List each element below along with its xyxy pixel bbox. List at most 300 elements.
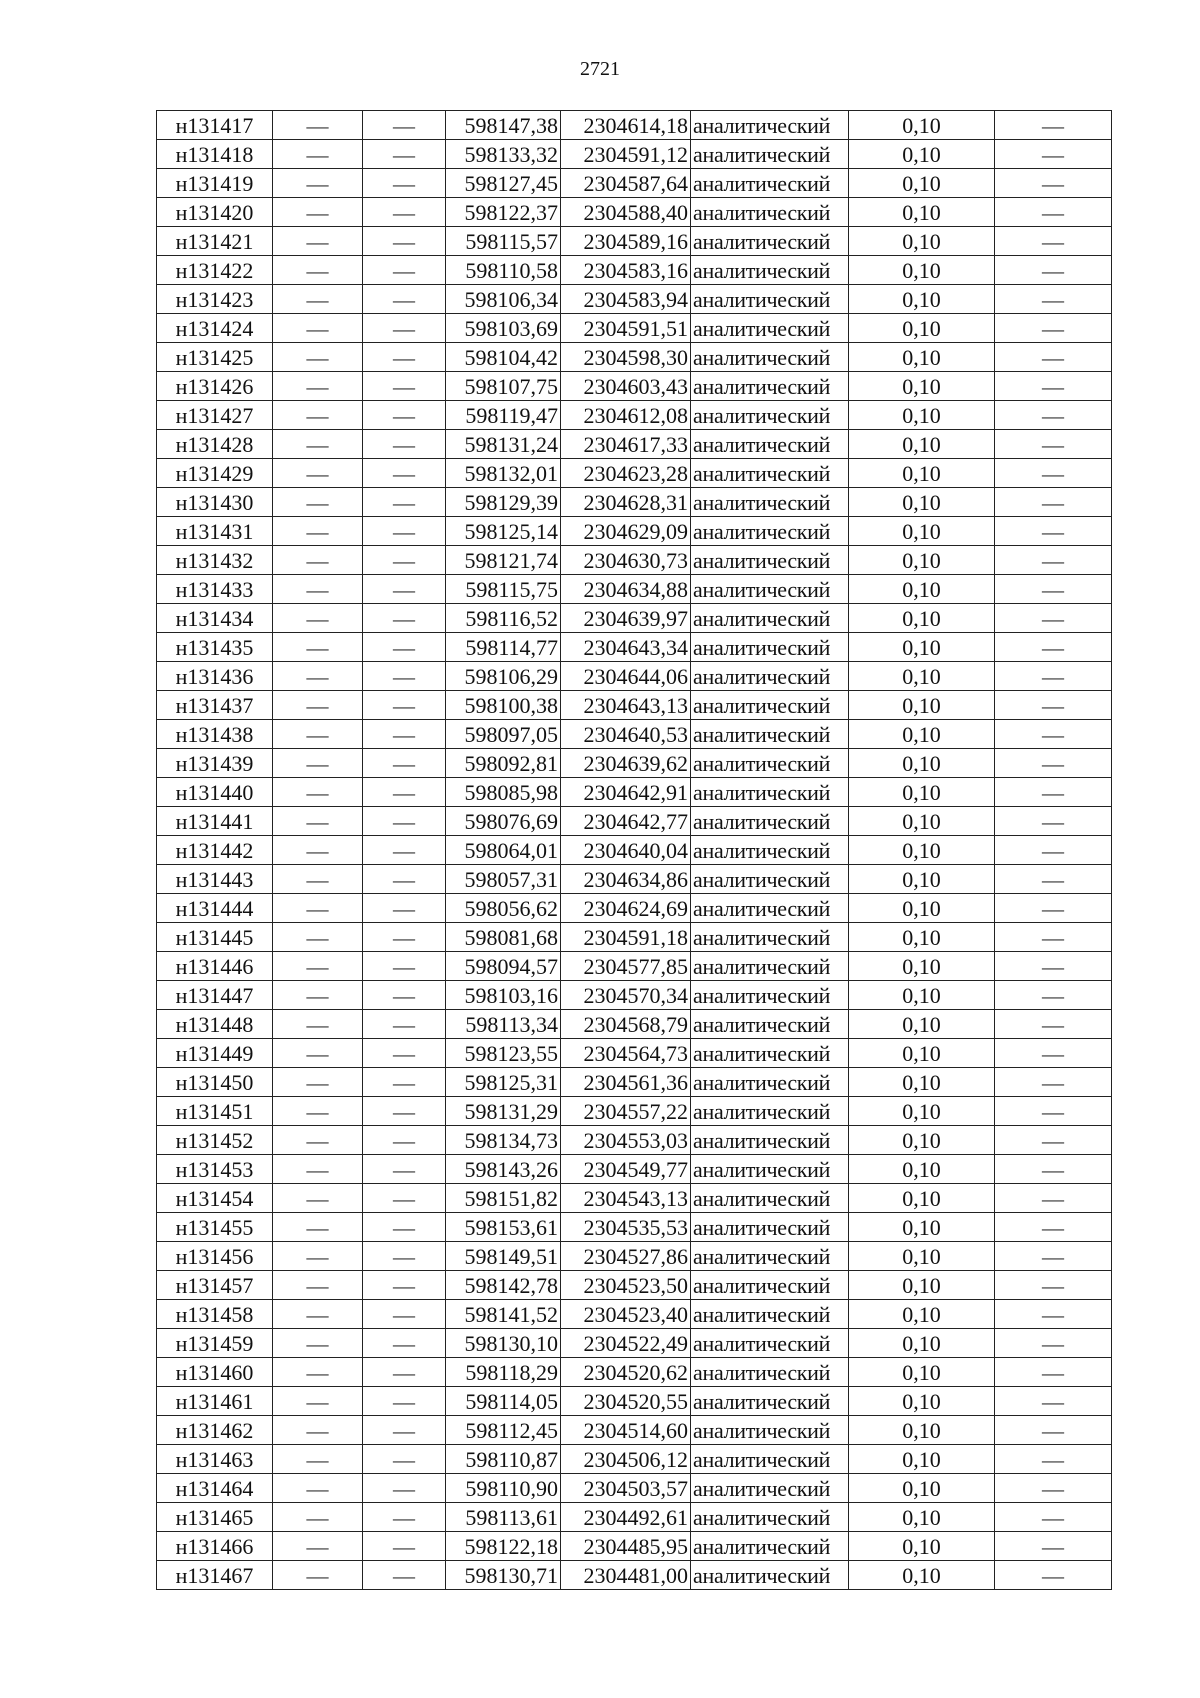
dash-cell: — <box>363 1213 446 1242</box>
method-cell: аналитический <box>691 1561 849 1590</box>
dash-cell: — <box>273 459 363 488</box>
dash-cell: — <box>273 691 363 720</box>
dash-cell: — <box>273 1068 363 1097</box>
dash-cell: — <box>363 1155 446 1184</box>
dash-cell: — <box>363 140 446 169</box>
dash-cell: — <box>273 1271 363 1300</box>
y-coordinate-cell: 2304503,57 <box>561 1474 691 1503</box>
dash-cell: — <box>363 314 446 343</box>
point-id-cell: н131435 <box>157 633 273 662</box>
dash-cell: — <box>273 1358 363 1387</box>
accuracy-cell: 0,10 <box>849 836 995 865</box>
y-coordinate-cell: 2304644,06 <box>561 662 691 691</box>
table-row <box>157 778 1112 807</box>
dash-cell: — <box>273 1184 363 1213</box>
table-row <box>157 430 1112 459</box>
dash-cell: — <box>273 749 363 778</box>
y-coordinate-cell: 2304561,36 <box>561 1068 691 1097</box>
dash-cell: — <box>273 227 363 256</box>
method-cell: аналитический <box>691 1213 849 1242</box>
table-row <box>157 1155 1112 1184</box>
x-coordinate-cell: 598104,42 <box>446 343 561 372</box>
table-row <box>157 198 1112 227</box>
dash-cell: — <box>363 981 446 1010</box>
y-coordinate-cell: 2304591,18 <box>561 923 691 952</box>
x-coordinate-cell: 598121,74 <box>446 546 561 575</box>
dash-cell: — <box>273 720 363 749</box>
dash-cell: — <box>363 836 446 865</box>
accuracy-cell: 0,10 <box>849 720 995 749</box>
accuracy-cell: 0,10 <box>849 1010 995 1039</box>
dash-cell: — <box>363 227 446 256</box>
method-cell: аналитический <box>691 633 849 662</box>
x-coordinate-cell: 598125,31 <box>446 1068 561 1097</box>
dash-cell: — <box>273 836 363 865</box>
dash-cell: — <box>273 314 363 343</box>
dash-cell: — <box>995 1068 1112 1097</box>
point-id-cell: н131463 <box>157 1445 273 1474</box>
dash-cell: — <box>363 952 446 981</box>
method-cell: аналитический <box>691 459 849 488</box>
accuracy-cell: 0,10 <box>849 1532 995 1561</box>
point-id-cell: н131456 <box>157 1242 273 1271</box>
method-cell: аналитический <box>691 1184 849 1213</box>
x-coordinate-cell: 598133,32 <box>446 140 561 169</box>
method-cell: аналитический <box>691 169 849 198</box>
dash-cell: — <box>995 1213 1112 1242</box>
method-cell: аналитический <box>691 1271 849 1300</box>
x-coordinate-cell: 598113,34 <box>446 1010 561 1039</box>
table-row <box>157 633 1112 662</box>
x-coordinate-cell: 598094,57 <box>446 952 561 981</box>
point-id-cell: н131422 <box>157 256 273 285</box>
y-coordinate-cell: 2304591,12 <box>561 140 691 169</box>
y-coordinate-cell: 2304520,62 <box>561 1358 691 1387</box>
accuracy-cell: 0,10 <box>849 807 995 836</box>
method-cell: аналитический <box>691 198 849 227</box>
method-cell: аналитический <box>691 256 849 285</box>
dash-cell: — <box>363 1329 446 1358</box>
dash-cell: — <box>995 662 1112 691</box>
x-coordinate-cell: 598112,45 <box>446 1416 561 1445</box>
dash-cell: — <box>363 1039 446 1068</box>
point-id-cell: н131442 <box>157 836 273 865</box>
x-coordinate-cell: 598142,78 <box>446 1271 561 1300</box>
table-row <box>157 256 1112 285</box>
dash-cell: — <box>995 1126 1112 1155</box>
dash-cell: — <box>363 198 446 227</box>
method-cell: аналитический <box>691 1068 849 1097</box>
dash-cell: — <box>995 1474 1112 1503</box>
dash-cell: — <box>363 401 446 430</box>
method-cell: аналитический <box>691 575 849 604</box>
table-row <box>157 227 1112 256</box>
point-id-cell: н131434 <box>157 604 273 633</box>
x-coordinate-cell: 598153,61 <box>446 1213 561 1242</box>
dash-cell: — <box>363 1242 446 1271</box>
dash-cell: — <box>363 691 446 720</box>
accuracy-cell: 0,10 <box>849 1329 995 1358</box>
point-id-cell: н131467 <box>157 1561 273 1590</box>
dash-cell: — <box>995 1387 1112 1416</box>
point-id-cell: н131449 <box>157 1039 273 1068</box>
dash-cell: — <box>995 807 1112 836</box>
method-cell: аналитический <box>691 662 849 691</box>
point-id-cell: н131452 <box>157 1126 273 1155</box>
method-cell: аналитический <box>691 981 849 1010</box>
point-id-cell: н131440 <box>157 778 273 807</box>
y-coordinate-cell: 2304642,91 <box>561 778 691 807</box>
accuracy-cell: 0,10 <box>849 749 995 778</box>
dash-cell: — <box>273 1213 363 1242</box>
method-cell: аналитический <box>691 1155 849 1184</box>
method-cell: аналитический <box>691 749 849 778</box>
dash-cell: — <box>995 111 1112 140</box>
method-cell: аналитический <box>691 1532 849 1561</box>
x-coordinate-cell: 598107,75 <box>446 372 561 401</box>
point-id-cell: н131458 <box>157 1300 273 1329</box>
y-coordinate-cell: 2304583,94 <box>561 285 691 314</box>
dash-cell: — <box>995 923 1112 952</box>
accuracy-cell: 0,10 <box>849 662 995 691</box>
dash-cell: — <box>995 401 1112 430</box>
x-coordinate-cell: 598103,16 <box>446 981 561 1010</box>
method-cell: аналитический <box>691 720 849 749</box>
dash-cell: — <box>273 1445 363 1474</box>
dash-cell: — <box>995 285 1112 314</box>
y-coordinate-cell: 2304523,50 <box>561 1271 691 1300</box>
accuracy-cell: 0,10 <box>849 604 995 633</box>
method-cell: аналитический <box>691 140 849 169</box>
dash-cell: — <box>273 1532 363 1561</box>
dash-cell: — <box>995 256 1112 285</box>
method-cell: аналитический <box>691 401 849 430</box>
point-id-cell: н131423 <box>157 285 273 314</box>
accuracy-cell: 0,10 <box>849 575 995 604</box>
y-coordinate-cell: 2304612,08 <box>561 401 691 430</box>
x-coordinate-cell: 598110,87 <box>446 1445 561 1474</box>
table-row <box>157 140 1112 169</box>
accuracy-cell: 0,10 <box>849 401 995 430</box>
dash-cell: — <box>995 633 1112 662</box>
table-row <box>157 1532 1112 1561</box>
x-coordinate-cell: 598056,62 <box>446 894 561 923</box>
dash-cell: — <box>273 1474 363 1503</box>
y-coordinate-cell: 2304614,18 <box>561 111 691 140</box>
dash-cell: — <box>995 1445 1112 1474</box>
dash-cell: — <box>273 1242 363 1271</box>
dash-cell: — <box>273 807 363 836</box>
dash-cell: — <box>273 343 363 372</box>
accuracy-cell: 0,10 <box>849 111 995 140</box>
point-id-cell: н131425 <box>157 343 273 372</box>
point-id-cell: н131441 <box>157 807 273 836</box>
y-coordinate-cell: 2304520,55 <box>561 1387 691 1416</box>
table-row <box>157 807 1112 836</box>
x-coordinate-cell: 598116,52 <box>446 604 561 633</box>
point-id-cell: н131437 <box>157 691 273 720</box>
point-id-cell: н131466 <box>157 1532 273 1561</box>
dash-cell: — <box>273 633 363 662</box>
table-row <box>157 952 1112 981</box>
y-coordinate-cell: 2304577,85 <box>561 952 691 981</box>
point-id-cell: н131426 <box>157 372 273 401</box>
x-coordinate-cell: 598129,39 <box>446 488 561 517</box>
table-body <box>157 111 1112 1590</box>
point-id-cell: н131451 <box>157 1097 273 1126</box>
table-row <box>157 836 1112 865</box>
y-coordinate-cell: 2304492,61 <box>561 1503 691 1532</box>
accuracy-cell: 0,10 <box>849 1126 995 1155</box>
dash-cell: — <box>363 575 446 604</box>
table-row <box>157 546 1112 575</box>
accuracy-cell: 0,10 <box>849 1358 995 1387</box>
point-id-cell: н131438 <box>157 720 273 749</box>
dash-cell: — <box>995 1561 1112 1590</box>
dash-cell: — <box>363 662 446 691</box>
x-coordinate-cell: 598092,81 <box>446 749 561 778</box>
accuracy-cell: 0,10 <box>849 1561 995 1590</box>
point-id-cell: н131432 <box>157 546 273 575</box>
x-coordinate-cell: 598127,45 <box>446 169 561 198</box>
dash-cell: — <box>363 517 446 546</box>
x-coordinate-cell: 598122,37 <box>446 198 561 227</box>
accuracy-cell: 0,10 <box>849 865 995 894</box>
dash-cell: — <box>363 1126 446 1155</box>
point-id-cell: н131445 <box>157 923 273 952</box>
table-row <box>157 1184 1112 1213</box>
dash-cell: — <box>273 1097 363 1126</box>
y-coordinate-cell: 2304543,13 <box>561 1184 691 1213</box>
y-coordinate-cell: 2304564,73 <box>561 1039 691 1068</box>
y-coordinate-cell: 2304634,88 <box>561 575 691 604</box>
dash-cell: — <box>995 952 1112 981</box>
method-cell: аналитический <box>691 517 849 546</box>
dash-cell: — <box>995 140 1112 169</box>
table-row <box>157 662 1112 691</box>
table-row <box>157 1416 1112 1445</box>
y-coordinate-cell: 2304634,86 <box>561 865 691 894</box>
point-id-cell: н131417 <box>157 111 273 140</box>
y-coordinate-cell: 2304553,03 <box>561 1126 691 1155</box>
dash-cell: — <box>995 836 1112 865</box>
accuracy-cell: 0,10 <box>849 430 995 459</box>
dash-cell: — <box>995 604 1112 633</box>
point-id-cell: н131443 <box>157 865 273 894</box>
table-row <box>157 1126 1112 1155</box>
dash-cell: — <box>363 749 446 778</box>
y-coordinate-cell: 2304643,34 <box>561 633 691 662</box>
method-cell: аналитический <box>691 227 849 256</box>
table-row <box>157 575 1112 604</box>
dash-cell: — <box>363 807 446 836</box>
point-id-cell: н131429 <box>157 459 273 488</box>
accuracy-cell: 0,10 <box>849 778 995 807</box>
point-id-cell: н131457 <box>157 1271 273 1300</box>
method-cell: аналитический <box>691 604 849 633</box>
accuracy-cell: 0,10 <box>849 372 995 401</box>
y-coordinate-cell: 2304523,40 <box>561 1300 691 1329</box>
dash-cell: — <box>995 894 1112 923</box>
point-id-cell: н131462 <box>157 1416 273 1445</box>
accuracy-cell: 0,10 <box>849 1097 995 1126</box>
y-coordinate-cell: 2304549,77 <box>561 1155 691 1184</box>
dash-cell: — <box>995 314 1112 343</box>
dash-cell: — <box>363 459 446 488</box>
accuracy-cell: 0,10 <box>849 1300 995 1329</box>
x-coordinate-cell: 598141,52 <box>446 1300 561 1329</box>
table-row <box>157 372 1112 401</box>
accuracy-cell: 0,10 <box>849 517 995 546</box>
x-coordinate-cell: 598122,18 <box>446 1532 561 1561</box>
point-id-cell: н131461 <box>157 1387 273 1416</box>
method-cell: аналитический <box>691 1445 849 1474</box>
y-coordinate-cell: 2304583,16 <box>561 256 691 285</box>
dash-cell: — <box>363 1271 446 1300</box>
dash-cell: — <box>273 1155 363 1184</box>
point-id-cell: н131419 <box>157 169 273 198</box>
dash-cell: — <box>273 1561 363 1590</box>
point-id-cell: н131427 <box>157 401 273 430</box>
point-id-cell: н131430 <box>157 488 273 517</box>
dash-cell: — <box>273 517 363 546</box>
x-coordinate-cell: 598085,98 <box>446 778 561 807</box>
table-row <box>157 1503 1112 1532</box>
dash-cell: — <box>273 575 363 604</box>
accuracy-cell: 0,10 <box>849 691 995 720</box>
table-row <box>157 488 1112 517</box>
dash-cell: — <box>363 1445 446 1474</box>
accuracy-cell: 0,10 <box>849 314 995 343</box>
dash-cell: — <box>273 1503 363 1532</box>
method-cell: аналитический <box>691 1329 849 1358</box>
x-coordinate-cell: 598106,34 <box>446 285 561 314</box>
dash-cell: — <box>273 256 363 285</box>
method-cell: аналитический <box>691 1358 849 1387</box>
x-coordinate-cell: 598110,58 <box>446 256 561 285</box>
dash-cell: — <box>273 285 363 314</box>
y-coordinate-cell: 2304481,00 <box>561 1561 691 1590</box>
x-coordinate-cell: 598100,38 <box>446 691 561 720</box>
dash-cell: — <box>995 517 1112 546</box>
dash-cell: — <box>273 1329 363 1358</box>
dash-cell: — <box>995 546 1112 575</box>
point-id-cell: н131436 <box>157 662 273 691</box>
y-coordinate-cell: 2304527,86 <box>561 1242 691 1271</box>
accuracy-cell: 0,10 <box>849 1445 995 1474</box>
method-cell: аналитический <box>691 1126 849 1155</box>
accuracy-cell: 0,10 <box>849 1242 995 1271</box>
method-cell: аналитический <box>691 952 849 981</box>
x-coordinate-cell: 598114,77 <box>446 633 561 662</box>
dash-cell: — <box>363 1503 446 1532</box>
method-cell: аналитический <box>691 430 849 459</box>
table-row <box>157 604 1112 633</box>
dash-cell: — <box>273 604 363 633</box>
x-coordinate-cell: 598106,29 <box>446 662 561 691</box>
dash-cell: — <box>363 488 446 517</box>
dash-cell: — <box>363 1416 446 1445</box>
x-coordinate-cell: 598115,75 <box>446 575 561 604</box>
dash-cell: — <box>273 401 363 430</box>
accuracy-cell: 0,10 <box>849 1474 995 1503</box>
y-coordinate-cell: 2304630,73 <box>561 546 691 575</box>
accuracy-cell: 0,10 <box>849 546 995 575</box>
dash-cell: — <box>363 372 446 401</box>
table-row <box>157 691 1112 720</box>
method-cell: аналитический <box>691 111 849 140</box>
y-coordinate-cell: 2304587,64 <box>561 169 691 198</box>
y-coordinate-cell: 2304588,40 <box>561 198 691 227</box>
point-id-cell: н131465 <box>157 1503 273 1532</box>
dash-cell: — <box>363 256 446 285</box>
y-coordinate-cell: 2304639,62 <box>561 749 691 778</box>
dash-cell: — <box>995 1010 1112 1039</box>
accuracy-cell: 0,10 <box>849 198 995 227</box>
x-coordinate-cell: 598123,55 <box>446 1039 561 1068</box>
x-coordinate-cell: 598130,71 <box>446 1561 561 1590</box>
method-cell: аналитический <box>691 1416 849 1445</box>
dash-cell: — <box>363 1097 446 1126</box>
dash-cell: — <box>273 865 363 894</box>
dash-cell: — <box>995 749 1112 778</box>
dash-cell: — <box>363 633 446 662</box>
dash-cell: — <box>995 1329 1112 1358</box>
point-id-cell: н131444 <box>157 894 273 923</box>
x-coordinate-cell: 598110,90 <box>446 1474 561 1503</box>
dash-cell: — <box>363 865 446 894</box>
dash-cell: — <box>273 923 363 952</box>
method-cell: аналитический <box>691 1097 849 1126</box>
y-coordinate-cell: 2304617,33 <box>561 430 691 459</box>
dash-cell: — <box>363 720 446 749</box>
dash-cell: — <box>995 1242 1112 1271</box>
accuracy-cell: 0,10 <box>849 981 995 1010</box>
dash-cell: — <box>995 372 1112 401</box>
y-coordinate-cell: 2304640,04 <box>561 836 691 865</box>
point-id-cell: н131455 <box>157 1213 273 1242</box>
dash-cell: — <box>363 1300 446 1329</box>
point-id-cell: н131460 <box>157 1358 273 1387</box>
dash-cell: — <box>995 227 1112 256</box>
y-coordinate-cell: 2304506,12 <box>561 1445 691 1474</box>
dash-cell: — <box>273 372 363 401</box>
x-coordinate-cell: 598113,61 <box>446 1503 561 1532</box>
table-row <box>157 981 1112 1010</box>
method-cell: аналитический <box>691 1474 849 1503</box>
method-cell: аналитический <box>691 285 849 314</box>
x-coordinate-cell: 598147,38 <box>446 111 561 140</box>
accuracy-cell: 0,10 <box>849 1155 995 1184</box>
accuracy-cell: 0,10 <box>849 256 995 285</box>
y-coordinate-cell: 2304570,34 <box>561 981 691 1010</box>
dash-cell: — <box>363 546 446 575</box>
x-coordinate-cell: 598114,05 <box>446 1387 561 1416</box>
method-cell: аналитический <box>691 836 849 865</box>
dash-cell: — <box>995 488 1112 517</box>
dash-cell: — <box>995 1184 1112 1213</box>
accuracy-cell: 0,10 <box>849 169 995 198</box>
dash-cell: — <box>995 1358 1112 1387</box>
page-number: 2721 <box>580 58 620 80</box>
dash-cell: — <box>995 430 1112 459</box>
point-id-cell: н131459 <box>157 1329 273 1358</box>
dash-cell: — <box>363 923 446 952</box>
y-coordinate-cell: 2304514,60 <box>561 1416 691 1445</box>
dash-cell: — <box>995 343 1112 372</box>
dash-cell: — <box>273 111 363 140</box>
dash-cell: — <box>363 1010 446 1039</box>
